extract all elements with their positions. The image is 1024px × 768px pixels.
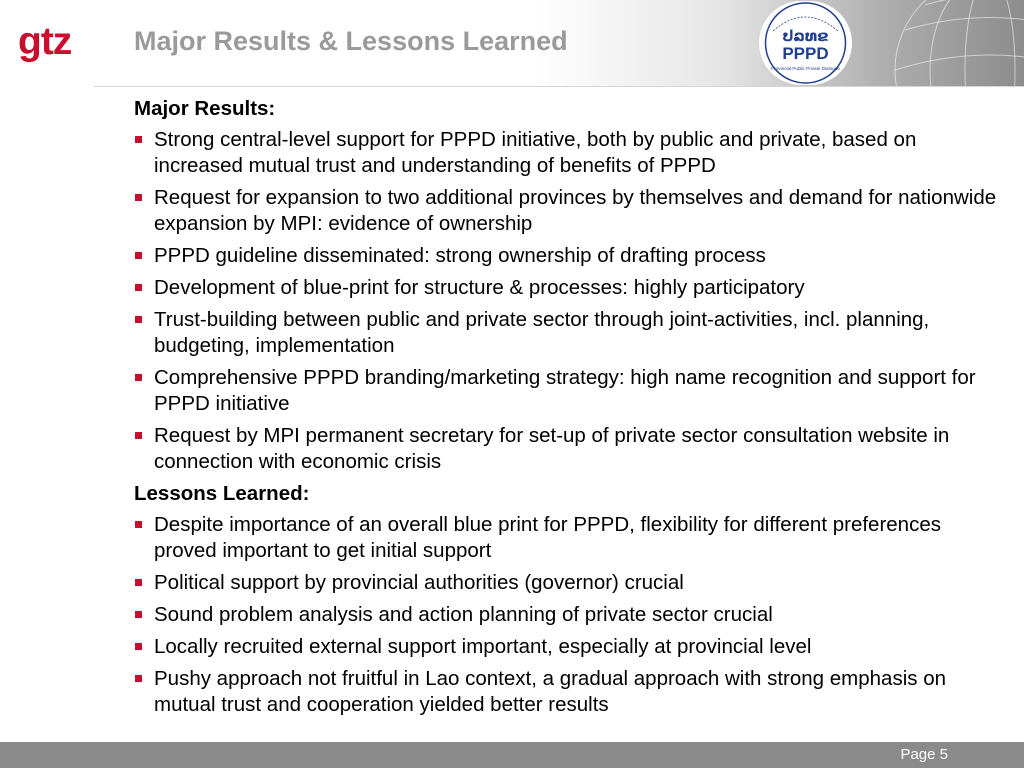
square-bullet-icon: [135, 194, 142, 201]
list-item-text: Comprehensive PPPD branding/marketing strategy: high name recognition and support for PPPD initiative: [154, 366, 976, 415]
list-item: [134, 634, 1004, 660]
list-item-text: Pushy approach not fruitful in Lao context, a gradual approach with strong emphasis on mutual trust and cooperation yielded better results: [154, 667, 947, 716]
list-item: [134, 185, 1004, 237]
list-item-text: PPPD guideline disseminated: strong ownership of drafting process: [154, 244, 766, 267]
list-item: [134, 243, 1004, 269]
major-results-heading: Major Results:: [134, 97, 276, 120]
square-bullet-icon: [135, 252, 142, 259]
square-bullet-icon: [135, 521, 142, 528]
square-bullet-icon: [135, 611, 142, 618]
major-results-list: [134, 127, 1004, 475]
slide-title: Major Results & Lessons Learned: [134, 26, 568, 56]
badge-caption: Provincial Public Private Dialogue: [771, 66, 840, 71]
list-item-text: Development of blue-print for structure & processes: highly participatory: [154, 276, 805, 299]
list-item-text: Political support by provincial authorities (governor) crucial: [154, 571, 684, 594]
list-item-text: Request for expansion to two additional provinces by themselves and demand for nationwide expansion by MPI: evidence of ownership: [154, 186, 997, 235]
square-bullet-icon: [135, 432, 142, 439]
square-bullet-icon: [135, 643, 142, 650]
lessons-learned-heading: Lessons Learned:: [134, 482, 310, 505]
slide-header: [0, 0, 1024, 86]
gtz-logo: gtz: [18, 20, 72, 63]
list-item: [134, 570, 1004, 596]
slide-footer: [0, 742, 1024, 768]
square-bullet-icon: [135, 374, 142, 381]
slide-body: [134, 96, 1004, 724]
square-bullet-icon: [135, 579, 142, 586]
list-item: [134, 602, 1004, 628]
list-item: [134, 666, 1004, 718]
globe-graphic: [880, 0, 1024, 86]
badge-lao-text: ປລທຂ: [782, 27, 829, 45]
list-item: [134, 307, 1004, 359]
list-item-text: Locally recruited external support important, especially at provincial level: [154, 635, 812, 658]
square-bullet-icon: [135, 284, 142, 291]
list-item: [134, 275, 1004, 301]
square-bullet-icon: [135, 675, 142, 682]
header-divider: [94, 86, 1024, 87]
list-item-text: Trust-building between public and private sector through joint-activities, incl. planning, budgeting, implementation: [154, 308, 930, 357]
list-item: [134, 423, 1004, 475]
list-item: [134, 127, 1004, 179]
list-item: [134, 365, 1004, 417]
page-number: Page 5: [900, 746, 948, 763]
list-item: [134, 512, 1004, 564]
list-item-text: Sound problem analysis and action planning of private sector crucial: [154, 603, 773, 626]
pppd-logo: [759, 1, 852, 85]
square-bullet-icon: [135, 136, 142, 143]
badge-pppd-text: PPPD: [782, 44, 829, 63]
list-item-text: Despite importance of an overall blue print for PPPD, flexibility for different preferences proved important to get initial support: [154, 513, 941, 562]
square-bullet-icon: [135, 316, 142, 323]
list-item-text: Request by MPI permanent secretary for set-up of private sector consultation website in connection with economic crisis: [154, 424, 950, 473]
lessons-learned-list: [134, 512, 1004, 718]
list-item-text: Strong central-level support for PPPD initiative, both by public and private, based on increased mutual trust and understanding of benefits of PPPD: [154, 128, 917, 177]
